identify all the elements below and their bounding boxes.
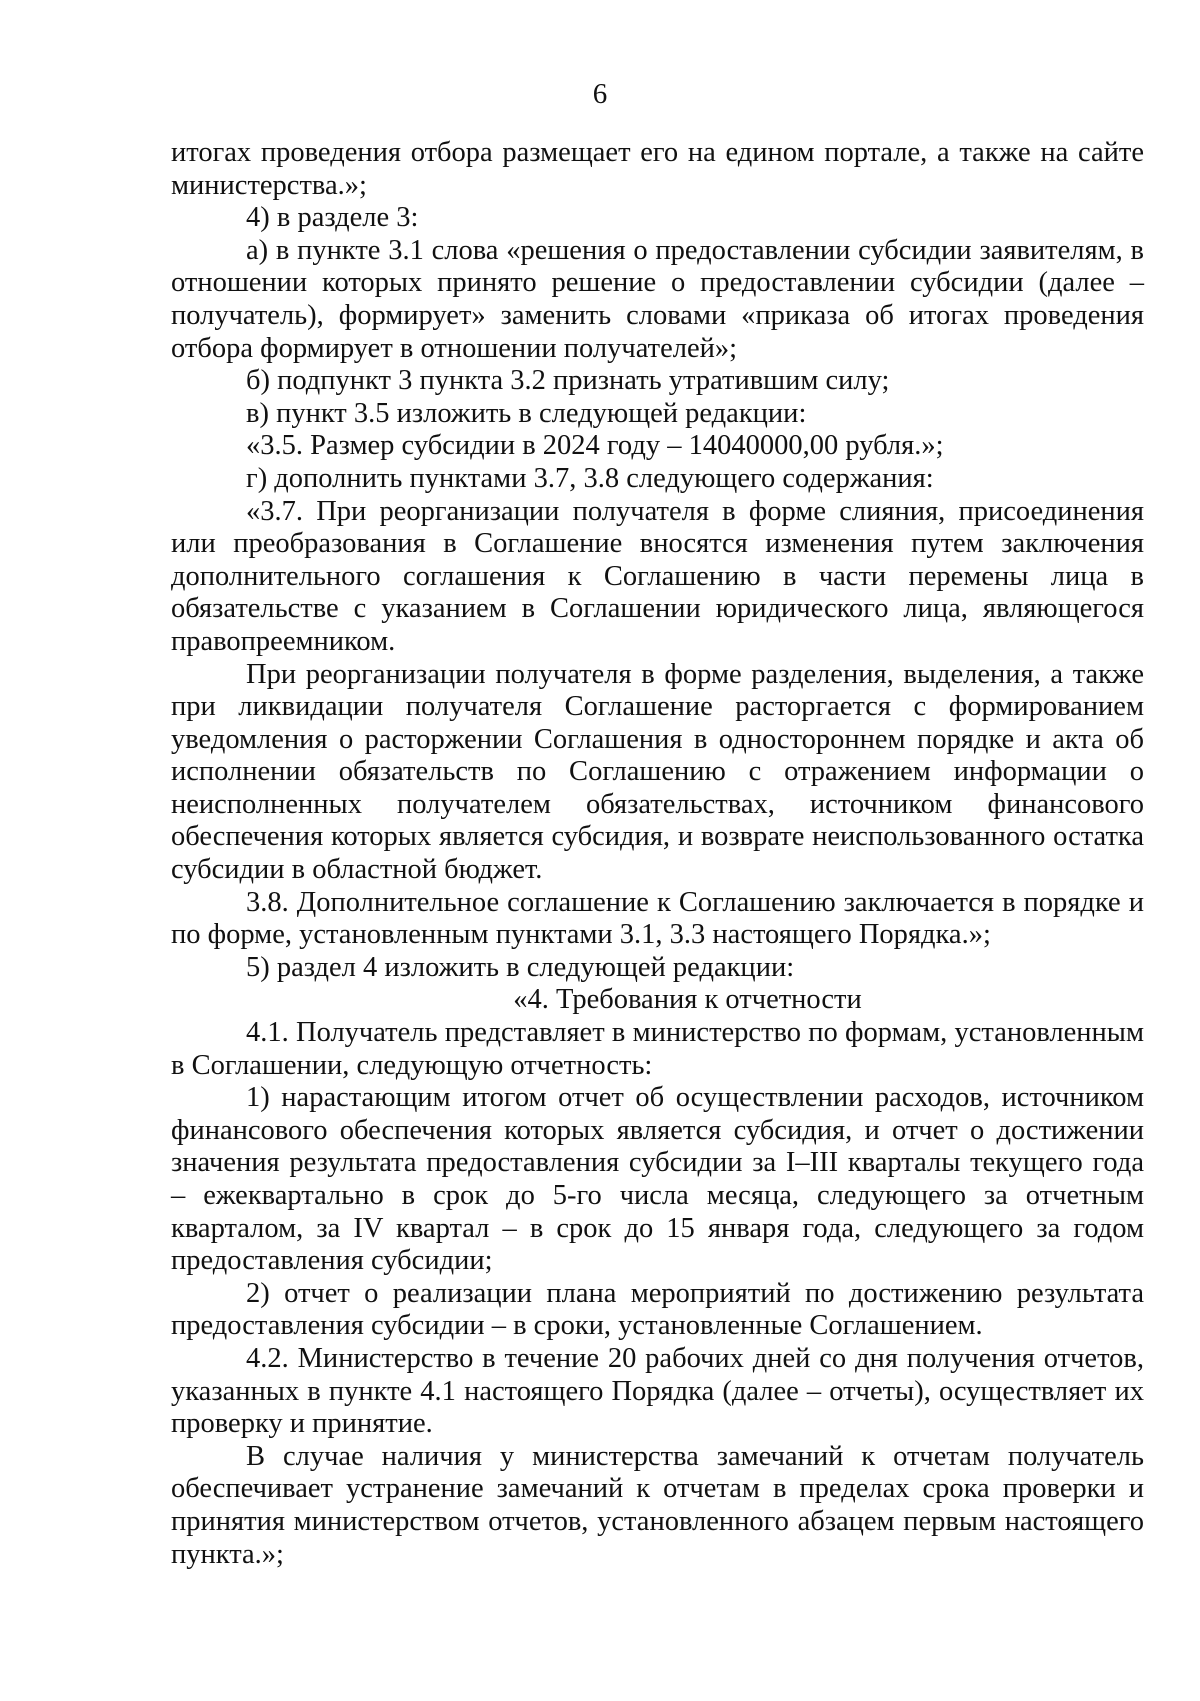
paragraph: 2) отчет о реализации плана мероприятий по достижению результата предоставления субсидии – в сроки, установленные Соглашением. xyxy=(171,1277,1144,1342)
section-heading: «4. Требования к отчетности xyxy=(513,984,862,1016)
paragraph: а) в пункте 3.1 слова «решения о предоставлении субсидии заявителям, в отношении которых принято решение о предоставлении субсидии (далее – получатель), формирует» заменить словами «приказа об итогах проведения отбора формирует в отношении получателей»; xyxy=(171,234,1144,364)
paragraph: 4.2. Министерство в течение 20 рабочих дней со дня получения отчетов, указанных в пункте 4.1 настоящего Порядка (далее – отчеты), осуществляет их проверку и принятие. xyxy=(171,1342,1144,1440)
paragraph: в) пункт 3.5 изложить в следующей редакции: xyxy=(246,397,807,429)
paragraph: При реорганизации получателя в форме разделения, выделения, а также при ликвидации получателя Соглашение расторгается с формированием уведомления о расторжении Соглашения в одностороннем порядке и акта об исполнении обязательств по Соглашению с отражением информации о неисполненных получателем обязательствах, источником финансового обеспечения которых является субсидия, и возврате неиспользованного остатка субсидии в областной бюджет. xyxy=(171,658,1144,886)
paragraph: «3.5. Размер субсидии в 2024 году – 14040000,00 рубля.»; xyxy=(246,430,944,462)
paragraph: В случае наличия у министерства замечаний к отчетам получатель обеспечивает устранение замечаний к отчетам в пределах срока проверки и принятия министерством отчетов, установленного абзацем первым настоящего пункта.»; xyxy=(171,1440,1144,1570)
paragraph: б) подпункт 3 пункта 3.2 признать утратившим силу; xyxy=(246,365,890,397)
document-body xyxy=(171,137,1144,1571)
paragraph: 5) раздел 4 изложить в следующей редакции: xyxy=(246,951,795,983)
paragraph: «3.7. При реорганизации получателя в форме слияния, присоединения или преобразования в Соглашение вносятся изменения путем заключения дополнительного соглашения к Соглашению в части перемены лица в обязательстве с указанием в Соглашении юридического лица, являющегося правопреемником. xyxy=(171,495,1144,657)
paragraph: 4) в разделе 3: xyxy=(246,202,419,234)
paragraph: г) дополнить пунктами 3.7, 3.8 следующего содержания: xyxy=(246,462,934,494)
page-number: 6 xyxy=(592,78,608,110)
paragraph: 1) нарастающим итогом отчет об осуществлении расходов, источником финансового обеспечения которых является субсидия, и отчет о достижении значения результата предоставления субсидии за I–III кварталы текущего года – ежеквартально в срок до 5-го числа месяца, следующего за отчетным кварталом, за IV квартал – в срок до 15 января года, следующего за годом предоставления субсидии; xyxy=(171,1082,1144,1277)
paragraph: 3.8. Дополнительное соглашение к Соглашению заключается в порядке и по форме, установленным пунктами 3.1, 3.3 настоящего Порядка.»; xyxy=(171,886,1144,951)
paragraph: итогах проведения отбора размещает его на едином портале, а также на сайте министерства.»; xyxy=(171,137,1144,201)
paragraph: 4.1. Получатель представляет в министерство по формам, установленным в Соглашении, следующую отчетность: xyxy=(171,1017,1144,1081)
